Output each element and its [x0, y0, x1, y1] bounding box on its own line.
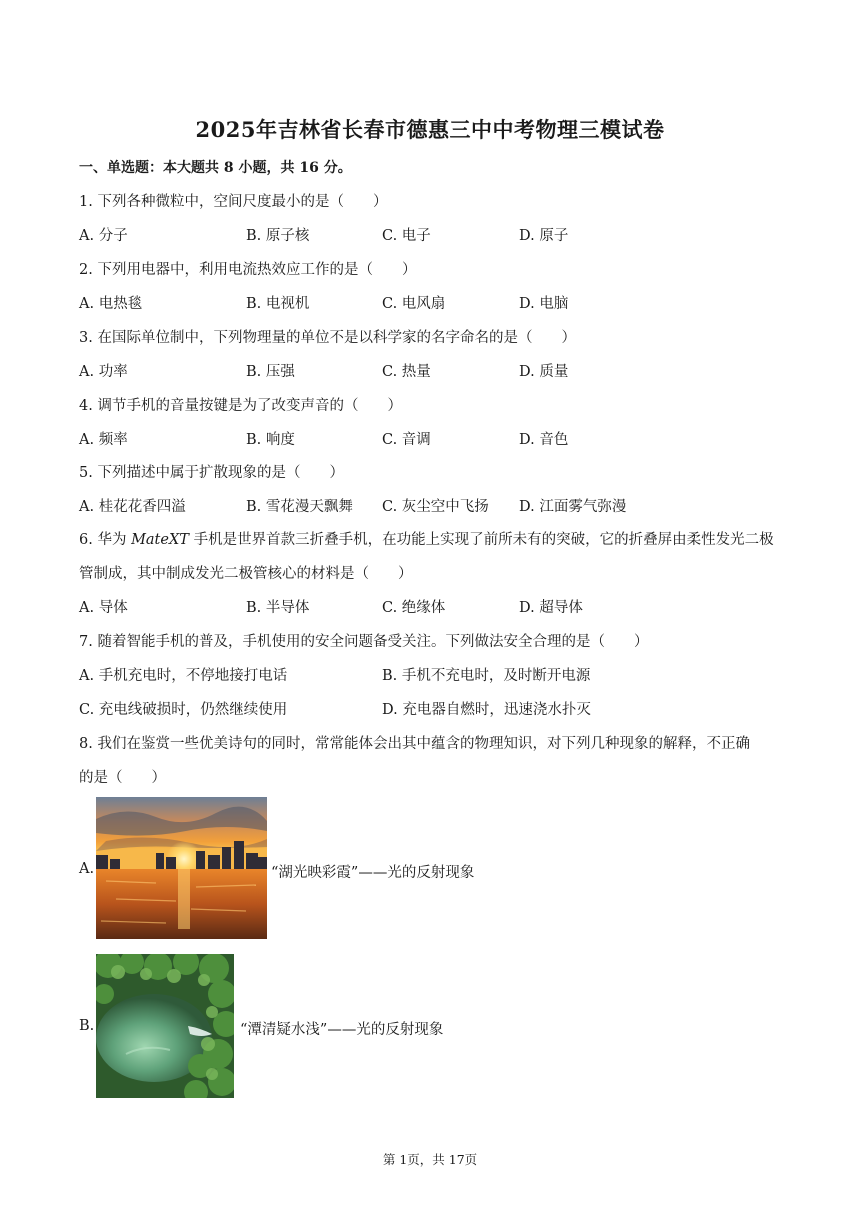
- q4-option-a: A. 频率: [79, 432, 128, 448]
- q5-option-d: D. 江面雾气弥漫: [519, 499, 627, 515]
- question-6-stem-line2: 管制成，其中制成发光二极管核心的材料是（ ）: [79, 566, 413, 582]
- q2-option-c: C. 电风扇: [382, 296, 446, 312]
- q3-option-d: D. 质量: [519, 364, 569, 380]
- q1-option-a: A. 分子: [79, 228, 128, 244]
- q7-option-b: B. 手机不充电时，及时断开电源: [382, 668, 591, 684]
- q2-option-a: A. 电热毯: [79, 296, 143, 312]
- q3-option-a: A. 功率: [79, 364, 128, 380]
- q6-brand-name: MateXT: [131, 532, 189, 548]
- page-footer: 第 1页，共 17页: [382, 1152, 478, 1167]
- q8-option-a-caption: “湖光映彩霞”——光的反射现象: [271, 865, 475, 881]
- question-7-stem: 7. 随着智能手机的普及，手机使用的安全问题备受关注。下列做法安全合理的是（ ）: [79, 634, 649, 650]
- sunset-lake-image: [96, 797, 267, 939]
- sunset-lake-svg: [96, 797, 267, 939]
- question-1-stem: 1. 下列各种微粒中，空间尺度最小的是（ ）: [79, 194, 388, 210]
- q8-option-b-caption: “潭清疑水浅”——光的反射现象: [240, 1022, 444, 1038]
- q7-option-c: C. 充电线破损时，仍然继续使用: [79, 702, 288, 718]
- q6-option-a: A. 导体: [79, 600, 128, 616]
- q1-option-d: D. 原子: [519, 228, 569, 244]
- q4-option-b: B. 响度: [246, 432, 295, 448]
- question-5-stem: 5. 下列描述中属于扩散现象的是（ ）: [79, 465, 344, 481]
- question-2-stem: 2. 下列用电器中，利用电流热效应工作的是（ ）: [79, 262, 417, 278]
- question-6-stem: [79, 528, 784, 549]
- q1-option-b: B. 原子核: [246, 228, 310, 244]
- q6-option-d: D. 超导体: [519, 600, 583, 616]
- q3-option-c: C. 热量: [382, 364, 431, 380]
- q1-option-c: C. 电子: [382, 228, 431, 244]
- q8-option-b-label: B.: [79, 1018, 95, 1034]
- q6-stem-part1: 6. 华为: [79, 532, 132, 548]
- q2-option-b: B. 电视机: [246, 296, 310, 312]
- section-heading: 一、单选题：本大题共 8 小题，共 16 分。: [79, 160, 352, 176]
- q3-option-b: B. 压强: [246, 364, 295, 380]
- q5-option-a: A. 桂花花香四溢: [79, 499, 186, 515]
- q7-option-d: D. 充电器自燃时，迅速浇水扑灭: [382, 702, 591, 718]
- q4-option-d: D. 音色: [519, 432, 569, 448]
- clear-pond-image: [96, 954, 234, 1098]
- q7-option-a: A. 手机充电时，不停地接打电话: [79, 668, 288, 684]
- q4-option-c: C. 音调: [382, 432, 431, 448]
- page-title: 2025年吉林省长春市德惠三中中考物理三模试卷: [195, 117, 665, 142]
- q6-option-b: B. 半导体: [246, 600, 310, 616]
- q5-option-c: C. 灰尘空中飞扬: [382, 499, 489, 515]
- q8-option-a-label: A.: [79, 861, 95, 877]
- q2-option-d: D. 电脑: [519, 296, 569, 312]
- q5-option-b: B. 雪花漫天飘舞: [246, 499, 353, 515]
- clear-pond-svg: [96, 954, 234, 1098]
- question-8-stem-line2: 的是（ ）: [79, 770, 166, 786]
- question-4-stem: 4. 调节手机的音量按键是为了改变声音的（ ）: [79, 398, 402, 414]
- q6-option-c: C. 绝缘体: [382, 600, 446, 616]
- question-8-stem: 8. 我们在鉴赏一些优美诗句的同时，常常能体会出其中蕴含的物理知识，对下列几种现象的解释，不正确: [79, 736, 750, 752]
- q6-stem-part2: 手机是世界首款三折叠手机，在功能上实现了前所未有的突破，它的折叠屏由柔性发光二极: [188, 532, 774, 548]
- question-3-stem: 3. 在国际单位制中，下列物理量的单位不是以科学家的名字命名的是（ ）: [79, 330, 576, 346]
